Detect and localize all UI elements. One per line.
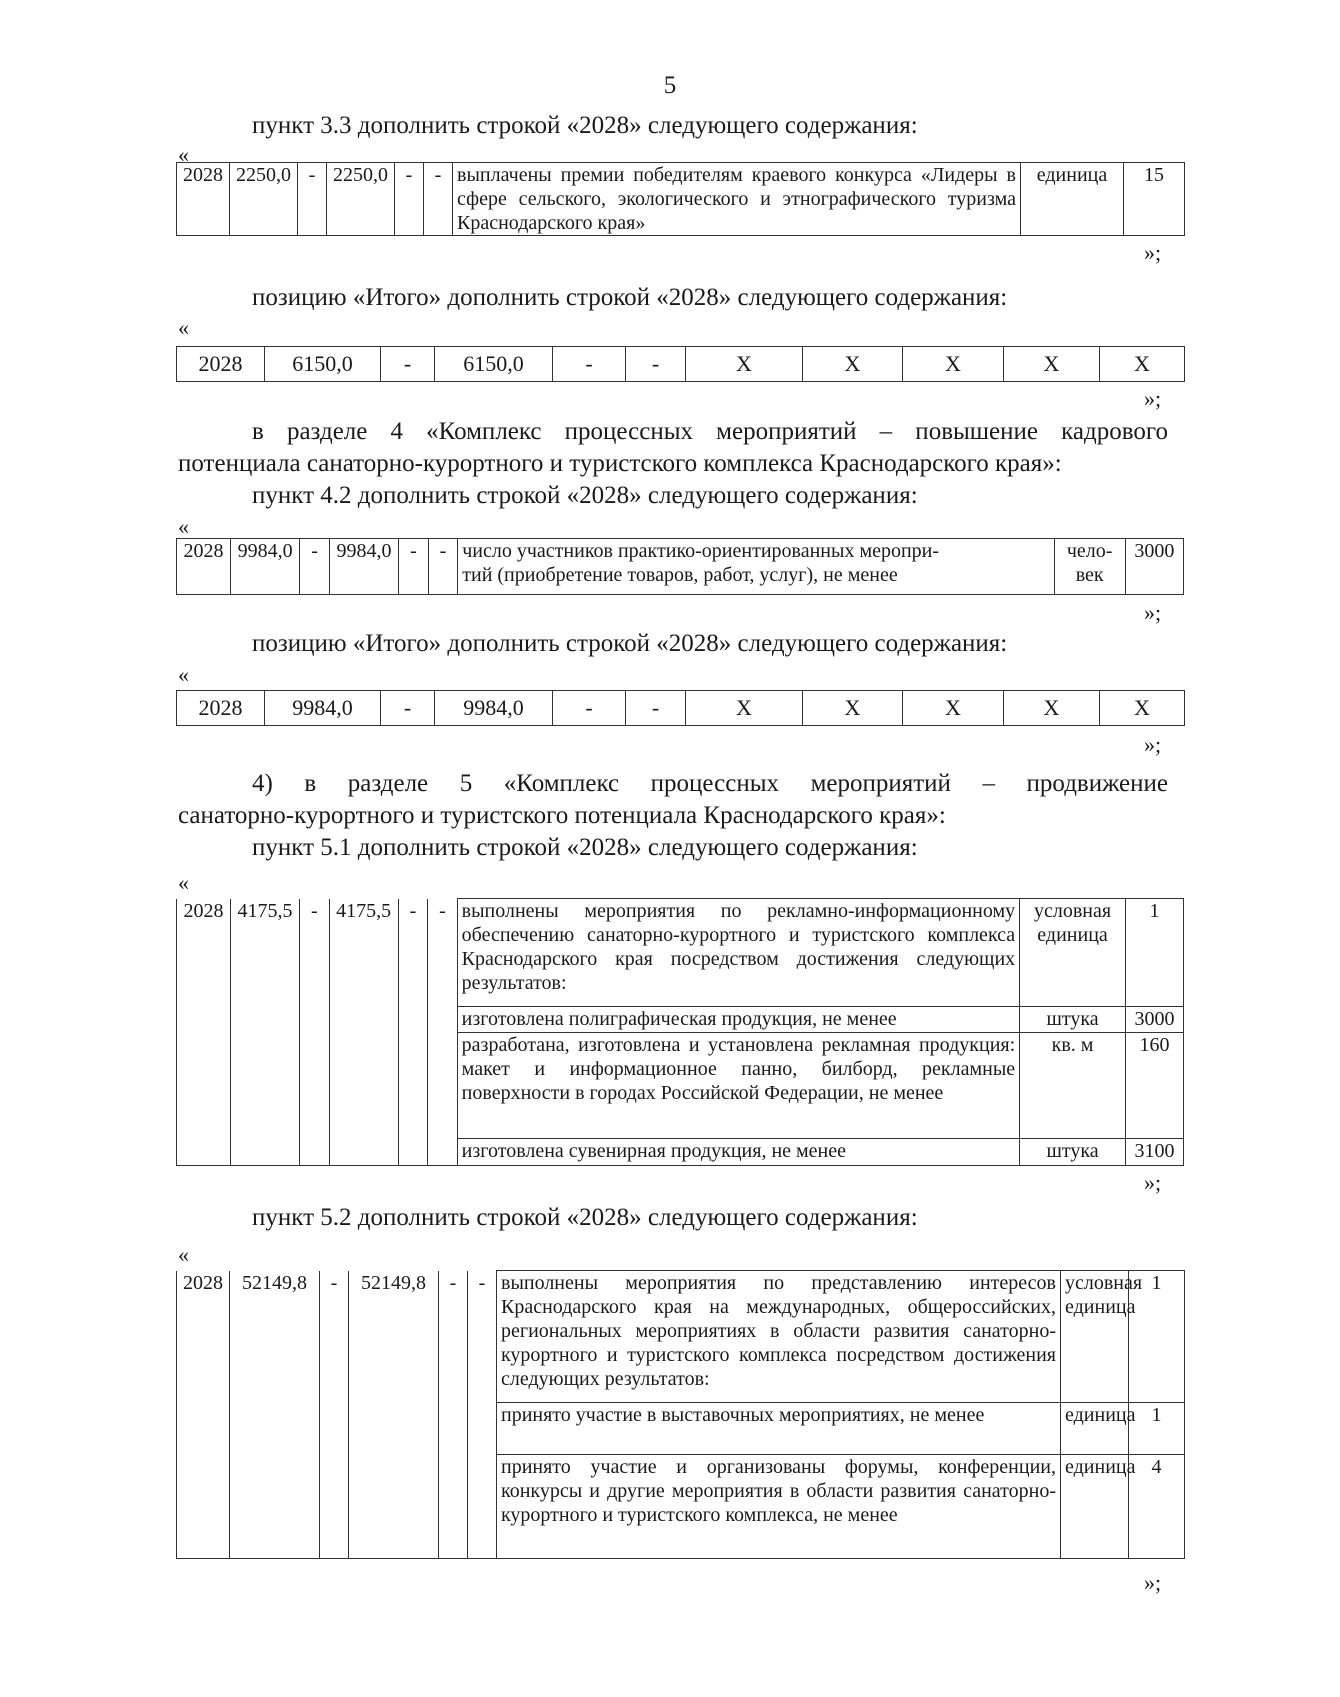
cell-value: 3000 [1125,539,1183,595]
cell-x: X [903,347,1004,382]
cell-empty [439,1455,468,1559]
paragraph-section-5-a: 4) в разделе 5 «Комплекс процессных мероприятий – продвижение [252,770,1168,797]
cell-dash: - [428,539,458,595]
cell-value: 15 [1124,163,1185,236]
table-total-2 [176,690,1185,726]
paragraph-4-2: пункт 4.2 дополнить строкой «2028» следующего содержания: [252,482,918,509]
cell-empty [439,1403,468,1455]
cell-empty [349,1403,439,1455]
cell-x: X [1100,347,1185,382]
cell-value: 160 [1125,1033,1183,1139]
cell-x: X [903,691,1004,726]
cell-empty [300,1007,329,1033]
cell-result: выплачены премии победителям краевого конкурса «Лидеры в сфере сельского, экологического и этнографического туризма Краснодарского края» [453,163,1021,236]
cell-dash: - [300,899,329,1007]
cell-year: 2028 [177,899,231,1007]
paragraph-total-1: позицию «Итого» дополнить строкой «2028» следующего содержания: [252,284,1008,311]
cell-value: 1 [1129,1403,1185,1455]
table-3-3 [176,162,1185,236]
paragraph-section-5-b: санаторно-курортного и туристского потенциала Краснодарского края»: [178,802,946,829]
cell-empty [230,1007,299,1033]
cell-result: изготовлена полиграфическая продукция, не менее [457,1007,1019,1033]
cell-empty [177,1007,231,1033]
cell-empty [320,1403,349,1455]
unit-line: чело- [1066,540,1113,562]
quote-open: « [178,142,189,167]
cell-regional: 52149,8 [349,1271,439,1403]
cell-result: принято участие и организованы форумы, конференции, конкурсы и другие мероприятия в области развития санаторно-курортного и туристского комплекса, не менее [497,1455,1061,1559]
cell-value: 3000 [1125,1007,1183,1033]
cell-empty [300,1033,329,1139]
cell-x: X [1004,347,1100,382]
paragraph-5-1: пункт 5.1 дополнить строкой «2028» следующего содержания: [252,834,918,861]
cell-year: 2028 [177,347,265,382]
cell-empty [468,1403,497,1455]
cell-empty [398,1139,427,1166]
cell-x: X [686,691,803,726]
cell-unit: кв. м [1020,1033,1126,1139]
cell-empty [468,1455,497,1559]
quote-open: « [178,315,189,340]
paragraph-3-3: пункт 3.3 дополнить строкой «2028» следующего содержания: [252,112,918,139]
cell-unit: штука [1020,1139,1126,1166]
cell-result: принято участие в выставочных мероприятиях, не менее [497,1403,1061,1455]
cell-empty [177,1139,231,1166]
cell-result: выполнены мероприятия по представлению интересов Краснодарского края на международных, общероссийских, региональных мероприятиях в области развития санаторно-курортного и туристского комплекса посредством достижения следующих результатов: [497,1271,1061,1403]
cell-x: X [686,347,803,382]
cell-dash: - [553,347,626,382]
quote-close: »; [1144,732,1162,757]
cell-unit: единица [1061,1455,1129,1559]
table-total-1 [176,346,1185,382]
quote-close: »; [1144,1570,1162,1595]
cell-value: 3100 [1125,1139,1183,1166]
cell-result: разработана, изготовлена и установлена рекламная продукция: макет и информационное панно, билборд, рекламные поверхности в городах Российской Федерации, не менее [457,1033,1019,1139]
quote-open: « [178,870,189,895]
cell-dash: - [424,163,453,236]
cell-empty [230,1455,320,1559]
cell-empty [177,1403,230,1455]
cell-total: 2250,0 [230,163,298,236]
paragraph-5-2: пункт 5.2 дополнить строкой «2028» следующего содержания: [252,1204,918,1231]
cell-dash: - [399,539,429,595]
cell-result [458,539,1054,595]
cell-dash: - [439,1271,468,1403]
cell-dash: - [381,691,435,726]
result-line: тий (приобретение товаров, работ, услуг), не менее [462,564,898,586]
cell-year: 2028 [177,691,265,726]
quote-close: »; [1144,386,1162,411]
quote-close: »; [1144,1170,1162,1195]
quote-open: « [178,662,189,687]
cell-total: 6150,0 [265,347,381,382]
paragraph-section-4-a: в разделе 4 «Комплекс процессных мероприятий – повышение кадрового [252,418,1168,445]
cell-empty [320,1455,349,1559]
cell-regional: 4175,5 [329,899,398,1007]
cell-unit: условная единица [1061,1271,1129,1403]
page-number: 5 [663,72,677,99]
cell-empty [329,1007,398,1033]
cell-empty [329,1139,398,1166]
cell-unit: штука [1020,1007,1126,1033]
quote-open: « [178,1242,189,1267]
cell-value: 1 [1125,899,1183,1007]
cell-year: 2028 [177,539,231,595]
cell-empty [428,1007,457,1033]
cell-dash: - [300,539,330,595]
cell-empty [428,1139,457,1166]
cell-result: выполнены мероприятия по рекламно-информационному обеспечению санаторно-курортного и туристского комплекса Краснодарского края посредством достижения следующих результатов: [457,899,1019,1007]
quote-open: « [178,514,189,539]
cell-empty [398,1007,427,1033]
table-4-2 [176,538,1184,595]
cell-total: 52149,8 [230,1271,320,1403]
cell-empty [230,1403,320,1455]
cell-value: 4 [1129,1455,1185,1559]
cell-unit [1054,539,1125,595]
paragraph-total-2: позицию «Итого» дополнить строкой «2028» следующего содержания: [252,630,1008,657]
cell-empty [177,1455,230,1559]
cell-dash: - [468,1271,497,1403]
cell-year: 2028 [177,163,230,236]
cell-value: 1 [1129,1271,1185,1403]
cell-empty [349,1455,439,1559]
cell-dash: - [553,691,626,726]
paragraph-section-4-b: потенциала санаторно-курортного и туристского комплекса Краснодарского края»: [178,450,1062,477]
cell-x: X [803,347,903,382]
cell-empty [300,1139,329,1166]
cell-total: 9984,0 [231,539,300,595]
cell-dash: - [398,899,427,1007]
cell-regional: 9984,0 [329,539,398,595]
table-5-1 [176,898,1184,1166]
cell-dash: - [320,1271,349,1403]
cell-empty [329,1033,398,1139]
cell-empty [177,1033,231,1139]
cell-x: X [1100,691,1185,726]
cell-total: 4175,5 [230,899,299,1007]
cell-year: 2028 [177,1271,230,1403]
cell-regional: 2250,0 [327,163,395,236]
result-line: число участников практико-ориентированных меропри- [462,540,940,562]
cell-total: 9984,0 [265,691,381,726]
cell-dash: - [381,347,435,382]
cell-dash: - [626,347,686,382]
table-5-2 [176,1270,1185,1559]
cell-empty [428,1033,457,1139]
cell-empty [398,1033,427,1139]
cell-empty [230,1139,299,1166]
cell-x: X [1004,691,1100,726]
cell-empty [230,1033,299,1139]
cell-x: X [803,691,903,726]
unit-line: век [1075,564,1104,586]
cell-unit: единица [1061,1403,1129,1455]
cell-regional: 6150,0 [435,347,553,382]
cell-dash: - [298,163,327,236]
cell-dash: - [428,899,457,1007]
quote-close: »; [1144,240,1162,265]
quote-close: »; [1144,600,1162,625]
cell-unit: единица [1021,163,1124,236]
cell-regional: 9984,0 [435,691,553,726]
cell-dash: - [626,691,686,726]
cell-result: изготовлена сувенирная продукция, не менее [457,1139,1019,1166]
cell-unit: условная единица [1020,899,1126,1007]
cell-dash: - [395,163,424,236]
